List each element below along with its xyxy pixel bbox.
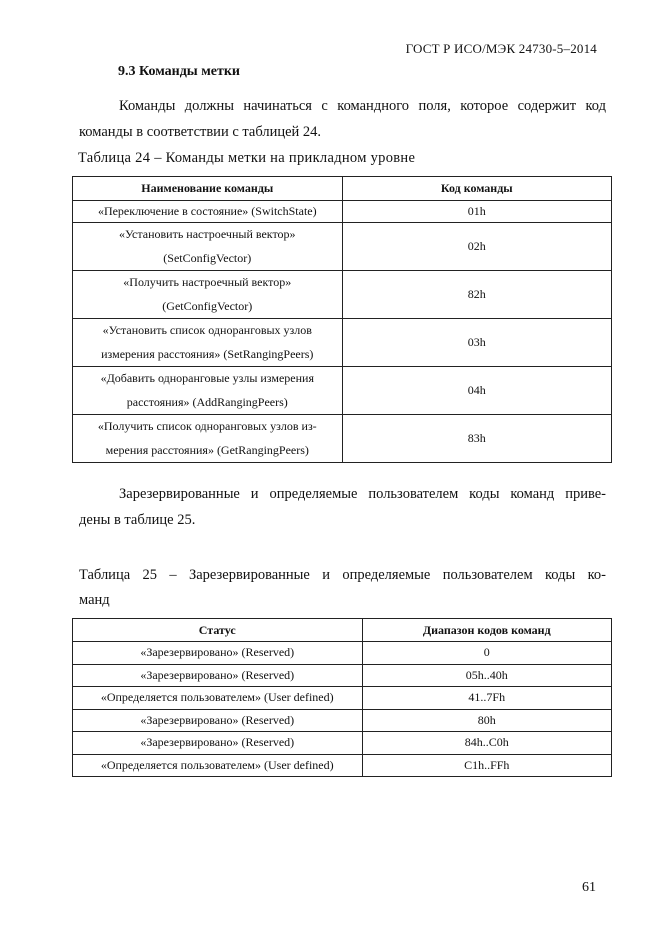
- status-cell: «Зарезервировано» (Reserved): [73, 642, 363, 665]
- status-cell: «Зарезервировано» (Reserved): [73, 709, 363, 732]
- document-header: ГОСТ Р ИСО/МЭК 24730-5–2014: [405, 41, 597, 56]
- range-cell: 80h: [362, 709, 612, 732]
- table-row: [73, 709, 612, 732]
- table24-caption: Таблица 24 – Команды метки на прикладном уровне: [78, 150, 416, 166]
- paragraph-reserved-line2: дены в таблице 25.: [79, 512, 196, 528]
- command-code: 02h: [342, 223, 611, 271]
- command-name-line1: «Получить настроечный вектор»: [123, 275, 292, 289]
- table24: [72, 176, 612, 463]
- command-name-line2: расстояния» (AddRangingPeers): [126, 394, 288, 409]
- command-name: [73, 415, 343, 463]
- status-cell: «Определяется пользователем» (User defined): [73, 687, 363, 710]
- range-cell: 0: [362, 642, 612, 665]
- command-name-line1: «Добавить одноранговые узлы измерения: [100, 371, 314, 385]
- command-name-line1: «Получить список одноранговых узлов из-: [97, 419, 317, 433]
- command-code: 03h: [342, 319, 611, 367]
- command-name: [73, 319, 343, 367]
- table-row: [73, 687, 612, 710]
- command-name-line1: «Установить настроечный вектор»: [118, 227, 296, 241]
- paragraph-intro-line1: Команды должны начинаться с командного поля, которое содержит код: [119, 98, 606, 114]
- table-row: [73, 664, 612, 687]
- command-name: [73, 223, 343, 271]
- command-name: [73, 201, 343, 223]
- table25-caption-line1: Таблица 25 – Зарезервированные и определяемые пользователем коды ко-: [79, 567, 606, 583]
- range-cell: C1h..FFh: [362, 754, 612, 777]
- command-code: 83h: [342, 415, 611, 463]
- paragraph-reserved-line1: Зарезервированные и определяемые пользователем коды команд приве-: [119, 486, 606, 502]
- table-row: [73, 201, 612, 223]
- command-name-line1: «Установить список одноранговых узлов: [102, 323, 312, 337]
- page-number: 61: [582, 880, 596, 895]
- table-row: [73, 223, 612, 271]
- status-cell: «Зарезервировано» (Reserved): [73, 664, 363, 687]
- table-row: [73, 415, 612, 463]
- table25-header-status: Статус: [73, 619, 363, 642]
- table24-header-code: Код команды: [342, 177, 611, 201]
- table-row: [73, 271, 612, 319]
- command-code: 82h: [342, 271, 611, 319]
- command-name-line2: (GetConfigVector): [162, 298, 253, 313]
- paragraph-intro: [79, 93, 606, 145]
- paragraph-reserved: [79, 481, 606, 533]
- command-name: [73, 271, 343, 319]
- section-title: 9.3 Команды метки: [118, 64, 240, 79]
- table25-header-row: [73, 619, 612, 642]
- range-cell: 84h..C0h: [362, 732, 612, 755]
- command-name-line2: измерения расстояния» (SetRangingPeers): [101, 346, 314, 361]
- table-row: [73, 319, 612, 367]
- range-cell: 05h..40h: [362, 664, 612, 687]
- command-name-line2: мерения расстояния» (GetRangingPeers): [105, 442, 309, 457]
- table25-caption: [79, 563, 606, 613]
- table25-caption-line2: манд: [79, 592, 110, 608]
- table-row: [73, 754, 612, 777]
- table25-header-range: Диапазон кодов команд: [362, 619, 612, 642]
- command-name-line2: (SetConfigVector): [163, 250, 252, 265]
- table-row: [73, 367, 612, 415]
- table25: [72, 618, 612, 777]
- command-code: 01h: [342, 201, 611, 223]
- command-code: 04h: [342, 367, 611, 415]
- command-name: [73, 367, 343, 415]
- command-name-line1: «Переключение в состояние» (SwitchState): [97, 204, 317, 218]
- table-row: [73, 642, 612, 665]
- table24-header-name: Наименование команды: [73, 177, 343, 201]
- status-cell: «Определяется пользователем» (User defined): [73, 754, 363, 777]
- table-row: [73, 732, 612, 755]
- paragraph-intro-line2: команды в соответствии с таблицей 24.: [79, 124, 322, 140]
- status-cell: «Зарезервировано» (Reserved): [73, 732, 363, 755]
- table24-header-row: [73, 177, 612, 201]
- range-cell: 41..7Fh: [362, 687, 612, 710]
